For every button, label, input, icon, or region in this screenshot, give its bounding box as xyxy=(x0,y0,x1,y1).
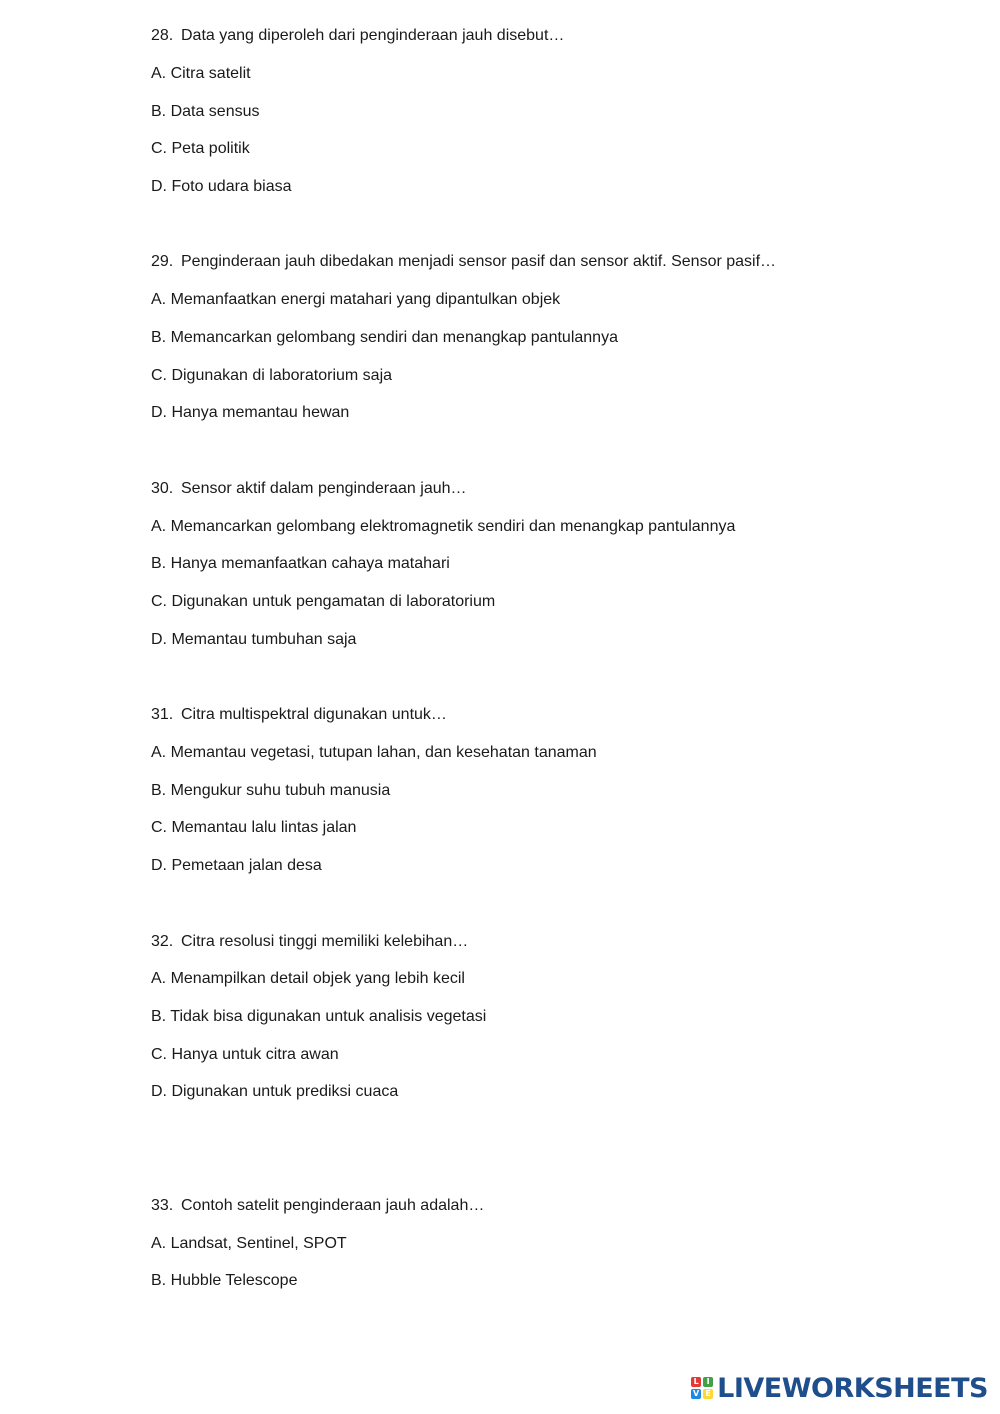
logo-mark-e: E xyxy=(703,1389,713,1399)
question-text: Citra resolusi tinggi memiliki kelebihan… xyxy=(181,933,469,950)
question-30-option-a: A. Memancarkan gelombang elektromagnetik sendiri dan menangkap pantulannya xyxy=(151,518,736,535)
question-31-option-a: A. Memantau vegetasi, tutupan lahan, dan kesehatan tanaman xyxy=(151,744,597,761)
question-number: 29. xyxy=(151,253,174,270)
question-32-option-c: C. Hanya untuk citra awan xyxy=(151,1046,339,1063)
question-number: 32. xyxy=(151,933,174,950)
question-text: Penginderaan jauh dibedakan menjadi sensor pasif dan sensor aktif. Sensor pasif… xyxy=(181,253,777,270)
question-31-stem xyxy=(151,705,447,725)
question-28-option-c: C. Peta politik xyxy=(151,140,250,157)
question-32-option-b: B. Tidak bisa digunakan untuk analisis vegetasi xyxy=(151,1008,487,1025)
question-28-stem xyxy=(151,26,564,46)
question-28-option-a: A. Citra satelit xyxy=(151,65,251,82)
question-29-option-d: D. Hanya memantau hewan xyxy=(151,404,350,421)
logo-mark-l: L xyxy=(691,1377,701,1387)
question-number: 33. xyxy=(151,1197,174,1214)
logo-mark-i: I xyxy=(703,1377,713,1387)
logo-wordmark: LIVEWORKSHEETS xyxy=(717,1372,988,1404)
question-28-option-b: B. Data sensus xyxy=(151,103,260,120)
question-30-option-c: C. Digunakan untuk pengamatan di laboratorium xyxy=(151,593,496,610)
question-32-option-d: D. Digunakan untuk prediksi cuaca xyxy=(151,1083,399,1100)
question-number: 31. xyxy=(151,706,174,723)
question-text: Citra multispektral digunakan untuk… xyxy=(181,706,447,723)
question-33-stem xyxy=(151,1196,484,1216)
logo-mark-v: V xyxy=(693,1389,700,1398)
question-30-option-b: B. Hanya memanfaatkan cahaya matahari xyxy=(151,555,450,572)
question-number: 30. xyxy=(151,480,174,497)
question-32-option-a: A. Menampilkan detail objek yang lebih kecil xyxy=(151,970,465,987)
question-text: Contoh satelit penginderaan jauh adalah… xyxy=(181,1197,485,1214)
question-29-stem xyxy=(151,252,776,272)
question-30-option-d: D. Memantau tumbuhan saja xyxy=(151,631,357,648)
question-33-option-a: A. Landsat, Sentinel, SPOT xyxy=(151,1235,347,1252)
question-31-option-b: B. Mengukur suhu tubuh manusia xyxy=(151,782,391,799)
question-29-option-c: C. Digunakan di laboratorium saja xyxy=(151,367,393,384)
question-32-stem xyxy=(151,932,468,952)
question-text: Sensor aktif dalam penginderaan jauh… xyxy=(181,480,467,497)
question-number: 28. xyxy=(151,27,174,44)
question-31-option-d: D. Pemetaan jalan desa xyxy=(151,857,322,874)
question-30-stem xyxy=(151,479,467,499)
question-29-option-a: A. Memanfaatkan energi matahari yang dipantulkan objek xyxy=(151,291,561,308)
question-31-option-c: C. Memantau lalu lintas jalan xyxy=(151,819,357,836)
question-29-option-b: B. Memancarkan gelombang sendiri dan menangkap pantulannya xyxy=(151,329,618,346)
liveworksheets-logo xyxy=(691,1372,988,1404)
question-28-option-d: D. Foto udara biasa xyxy=(151,178,292,195)
question-33-option-b: B. Hubble Telescope xyxy=(151,1272,298,1289)
liveworksheets-logo-icon xyxy=(691,1377,713,1399)
question-text: Data yang diperoleh dari penginderaan jauh disebut… xyxy=(181,27,565,44)
